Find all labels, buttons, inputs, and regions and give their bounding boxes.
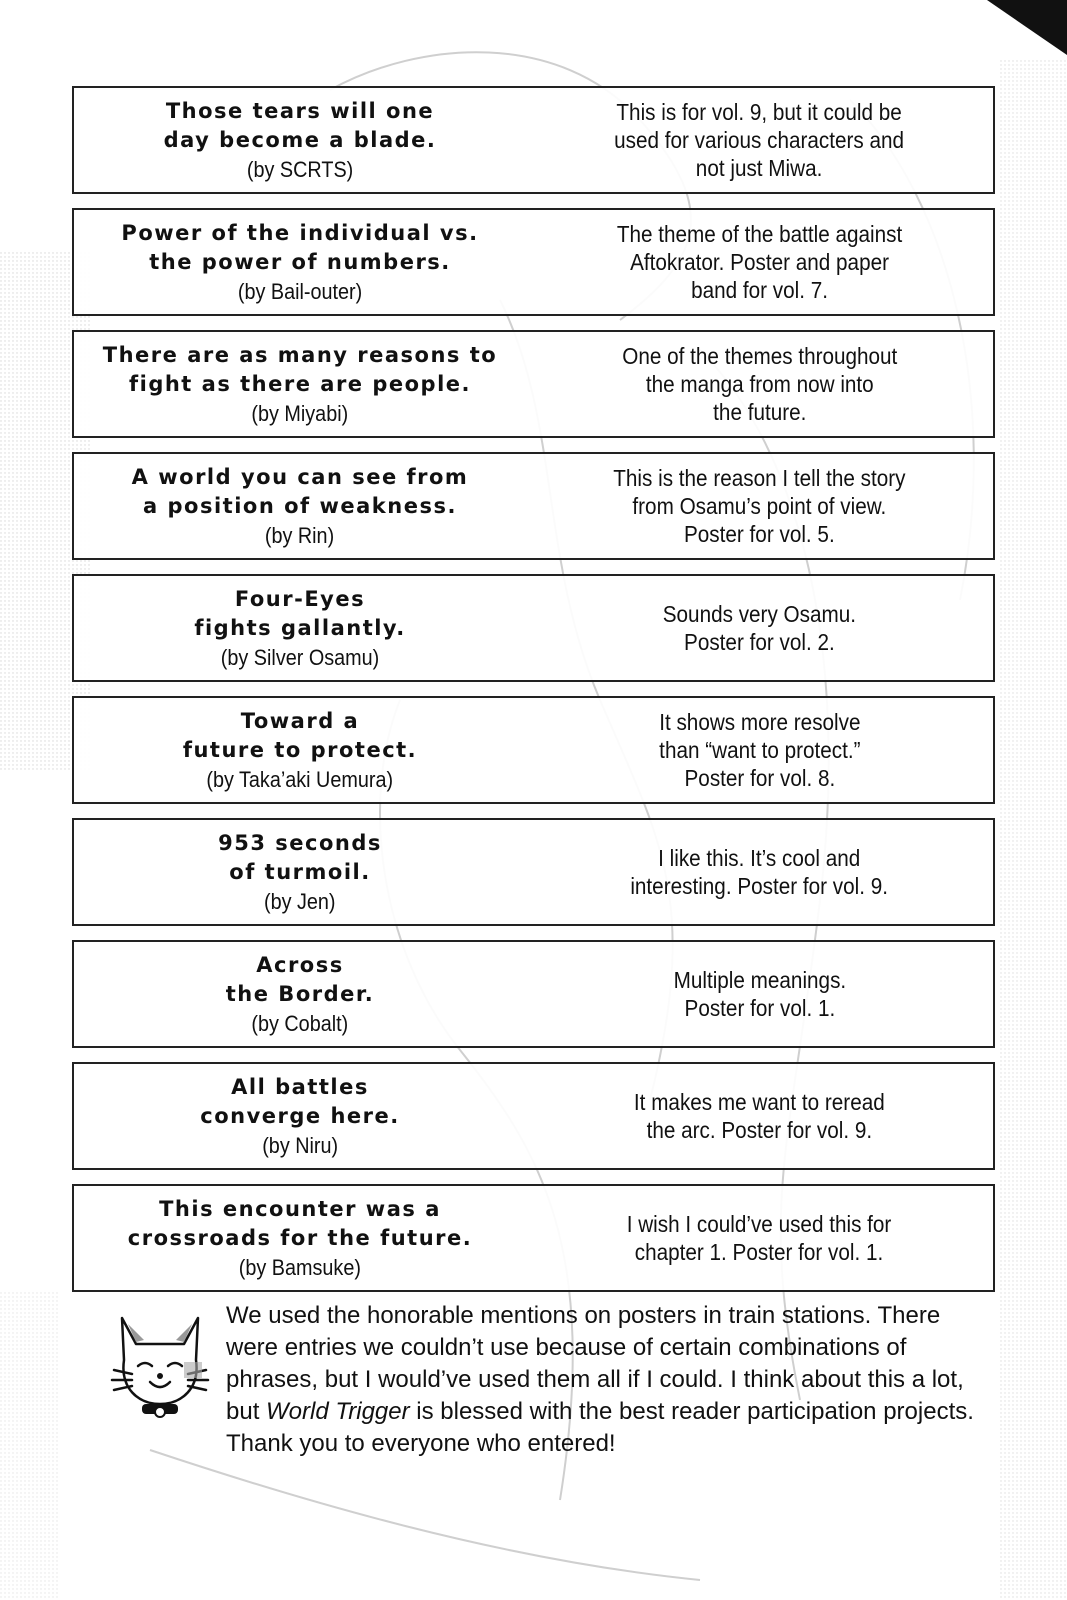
entry-comment-line: I wish I could’ve used this for (627, 1211, 892, 1237)
author-note (100, 1300, 1000, 1460)
entry-phrase-line: fight as there are people. (128, 371, 472, 396)
entry-box (72, 1062, 995, 1170)
entry-phrase-line: Those tears will one (165, 98, 435, 123)
entry-phrase-line: Toward a (240, 708, 360, 733)
entry-comment (526, 1064, 993, 1168)
entry-author: (by Niru) (262, 1132, 338, 1158)
entry-box (72, 818, 995, 926)
entry-box (72, 574, 995, 682)
entry-comment-line: from Osamu’s point of view. (632, 493, 887, 519)
entry-comment-line: Poster for vol. 8. (684, 765, 835, 791)
entry-comment-line: This is for vol. 9, but it could be (616, 99, 903, 125)
entry-phrase-line: a position of weakness. (143, 493, 457, 518)
entry-phrase-block (74, 698, 526, 802)
entry-box (72, 1184, 995, 1292)
cat-mascot-icon (100, 1300, 220, 1430)
entry-box (72, 940, 995, 1048)
entry-phrase-line: of turmoil. (229, 859, 371, 884)
entry-phrase-line: future to protect. (182, 737, 418, 762)
entry-comment-line: This is the reason I tell the story (613, 465, 906, 491)
entry-comment-line: Poster for vol. 2. (684, 629, 835, 655)
entry-phrase-block (74, 210, 526, 314)
entry-comment (526, 942, 993, 1046)
entry-author: (by SCRTS) (246, 156, 354, 182)
entry-author: (by Rin) (265, 522, 335, 548)
entry-comment-line: It makes me want to reread (634, 1089, 885, 1115)
entry-box (72, 696, 995, 804)
entry-box (72, 452, 995, 560)
entry-phrase-block (74, 88, 526, 192)
entry-author: (by Bamsuke) (238, 1254, 362, 1280)
entry-phrase-line: Four-Eyes (234, 586, 366, 611)
entry-author: (by Silver Osamu) (220, 644, 380, 670)
entry-phrase-line: day become a blade. (163, 127, 437, 152)
entry-phrase-line: the power of numbers. (149, 249, 451, 274)
entry-comment-line: It shows more resolve (658, 709, 861, 735)
entry-phrase-line: fights gallantly. (194, 615, 406, 640)
entry-author: (by Jen) (264, 888, 336, 914)
entry-comment-line: Poster for vol. 5. (684, 521, 835, 547)
entry-box (72, 330, 995, 438)
entry-phrase-line: Across (256, 952, 344, 977)
entry-comment-line: I like this. It’s cool and (658, 845, 861, 871)
entry-box (72, 86, 995, 194)
entry-author: (by Taka’aki Uemura) (206, 766, 394, 792)
entry-comment (526, 820, 993, 924)
note-text-part: is blessed with the best reader participation projects. Thank you to everyone who entered! (226, 1398, 974, 1457)
entry-phrase-line: Power of the individual vs. (121, 220, 479, 245)
entry-phrase-line: A world you can see from (131, 464, 469, 489)
entry-comment-line: Sounds very Osamu. (662, 601, 857, 627)
entry-phrase-line: crossroads for the future. (127, 1225, 473, 1250)
entry-author: (by Miyabi) (251, 400, 349, 426)
entry-comment-line: chapter 1. Poster for vol. 1. (635, 1239, 884, 1265)
entry-comment-line: Poster for vol. 1. (684, 995, 835, 1021)
entry-comment (526, 576, 993, 680)
entry-phrase-line: There are as many reasons to (102, 342, 498, 367)
entry-comment (526, 210, 993, 314)
entry-comment (526, 1186, 993, 1290)
entry-phrase-block (74, 820, 526, 924)
entry-comment-line: band for vol. 7. (691, 277, 828, 303)
entry-box (72, 208, 995, 316)
entry-phrase-block (74, 1064, 526, 1168)
entry-phrase-block (74, 576, 526, 680)
entry-comment-line: not just Miwa. (696, 155, 823, 181)
entry-comment-line: the arc. Poster for vol. 9. (646, 1117, 873, 1143)
series-title: World Trigger (266, 1398, 410, 1425)
entry-comment (526, 454, 993, 558)
entry-comment-line: Aftokrator. Poster and paper (630, 249, 889, 275)
entry-phrase-block (74, 942, 526, 1046)
entry-phrase-line: converge here. (200, 1103, 400, 1128)
entry-comment-line: than “want to protect.” (658, 737, 861, 763)
entry-comment (526, 332, 993, 436)
entry-phrase-line: This encounter was a (159, 1196, 441, 1221)
entry-author: (by Bail-outer) (237, 278, 363, 304)
entry-comment-line: Multiple meanings. (673, 967, 846, 993)
entry-author: (by Cobalt) (251, 1010, 349, 1036)
page-corner-tab (987, 0, 1067, 55)
entry-comment (526, 698, 993, 802)
entry-phrase-line: 953 seconds (218, 830, 382, 855)
entry-comment (526, 88, 993, 192)
entry-phrase-line: All battles (231, 1074, 369, 1099)
note-text-part: We used the honorable mentions on posters in train stations. There were entries we couldn’t use because of certain combinations of phrases, but I would’ve used them all if I could. I think about this a lot, but (226, 1302, 964, 1425)
honorable-mentions-list (72, 86, 997, 1306)
entry-comment-line: the manga from now into (645, 371, 874, 397)
entry-comment-line: the future. (712, 399, 807, 425)
entry-comment-line: The theme of the battle against (616, 221, 903, 247)
note-text (226, 1300, 986, 1460)
entry-phrase-block (74, 1186, 526, 1290)
entry-comment-line: interesting. Poster for vol. 9. (630, 873, 889, 899)
entry-phrase-line: the Border. (225, 981, 375, 1006)
entry-phrase-block (74, 332, 526, 436)
entry-comment-line: One of the themes throughout (621, 343, 898, 369)
entry-comment-line: used for various characters and (614, 127, 905, 153)
entry-phrase-block (74, 454, 526, 558)
